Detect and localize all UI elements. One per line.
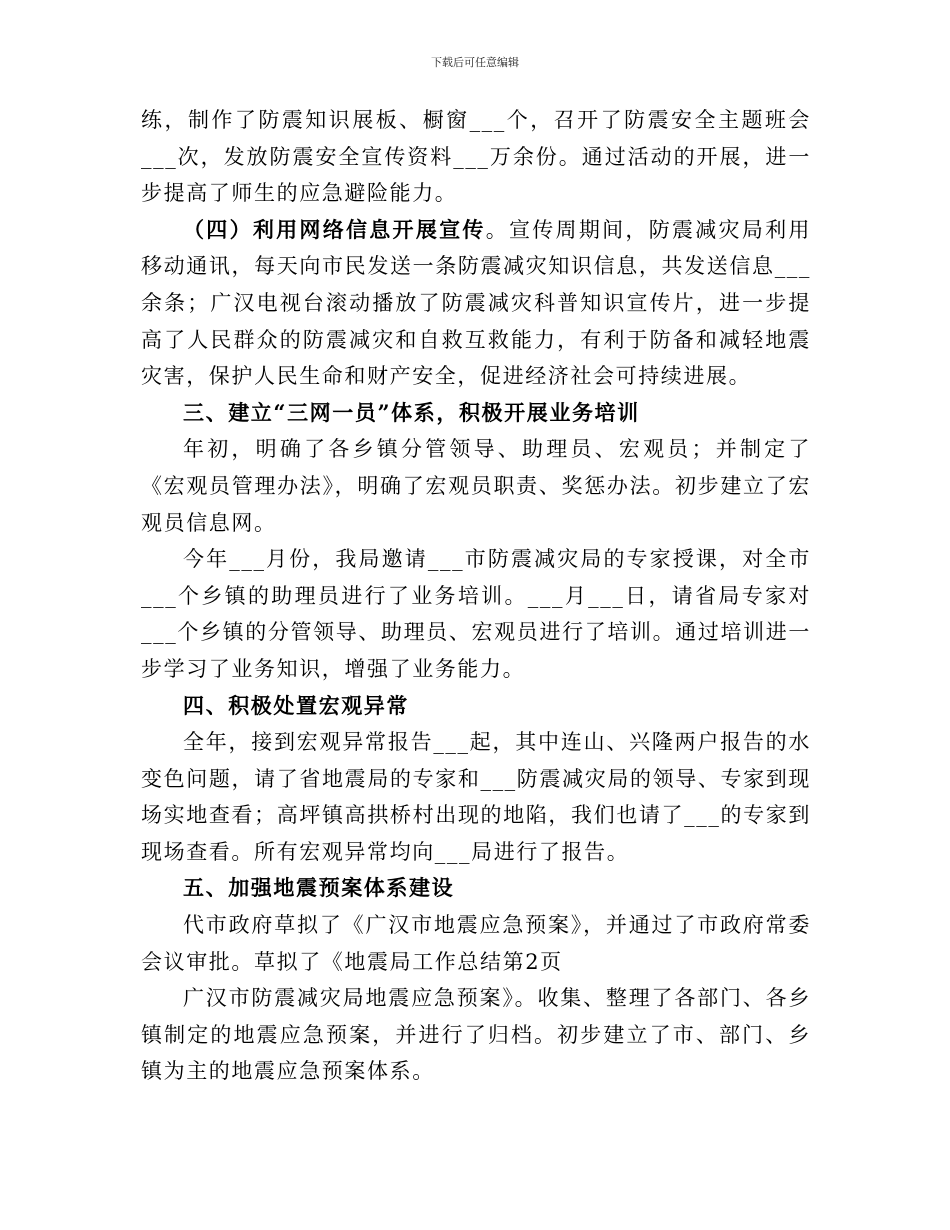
- paragraph-text: 全年，接到宏观异常报告___起，其中连山、兴隆两户报告的水变色问题，请了省地震局的专家和___防震减灾局的领导、专家到现场实地查看；高坪镇高拱桥村出现的地陷，我们也请了___的专家到现场查看。所有宏观异常均向___局进行了报告。: [141, 730, 811, 864]
- paragraph-anomaly: [141, 724, 811, 870]
- paragraph-text: 年初，明确了各乡镇分管领导、助理员、宏观员；并制定了《宏观员管理办法》，明确了宏观员职责、奖惩办法。初步建立了宏观员信息网。: [141, 437, 811, 535]
- paragraph-continuation: [141, 102, 811, 212]
- page-header: 下载后可任意编辑: [431, 56, 519, 69]
- section-heading-4: 四、积极处置宏观异常: [183, 692, 409, 718]
- paragraph-text: 今年___月份，我局邀请___市防震减灾局的专家授课，对全市___个乡镇的助理员进行了业务培训。___月___日，请省局专家对___个乡镇的分管领导、助理员、宏观员进行了培训。通过培训进一步学习了业务知识，增强了业务能力。: [141, 547, 811, 681]
- paragraph-text: 练，制作了防震知识展板、橱窗___个，召开了防震安全主题班会___次，发放防震安全宣传资料___万余份。通过活动的开展，进一步提高了师生的应急避险能力。: [141, 108, 811, 206]
- inline-heading: （四）利用网络信息开展宣传: [183, 216, 486, 242]
- paragraph-text: 代市政府草拟了《广汉市地震应急预案》，并通过了市政府常委会议审批。草拟了《地震局工作总结第2页: [141, 913, 811, 974]
- paragraph-text: 广汉市防震减灾局地震应急预案》。收集、整理了各部门、各乡镇制定的地震应急预案，并进行了归档。初步建立了市、部门、乡镇为主的地震应急预案体系。: [141, 986, 811, 1084]
- paragraph-training: [141, 541, 811, 687]
- paragraph-macro-observer: [141, 431, 811, 541]
- document-body: [141, 102, 811, 1090]
- paragraph-text: 。宣传周期间，防震减灾局利用移动通讯，每天向市民发送一条防震减灾知识信息，共发送信息___余条；广汉电视台滚动播放了防震减灾科普知识宣传片，进一步提高了人民群众的防震减灾和自救互救能力，有利于防备和减轻地震灾害，保护人民生命和财产安全，促进经济社会可持续进展。: [141, 217, 811, 389]
- paragraph-network-publicity: [141, 212, 811, 395]
- paragraph-plan-system: [141, 980, 811, 1090]
- section-heading-3: 三、建立“三网一员”体系，积极开展业务培训: [183, 399, 640, 425]
- section-heading-5: 五、加强地震预案体系建设: [183, 875, 455, 901]
- paragraph-plan-draft: [141, 907, 811, 980]
